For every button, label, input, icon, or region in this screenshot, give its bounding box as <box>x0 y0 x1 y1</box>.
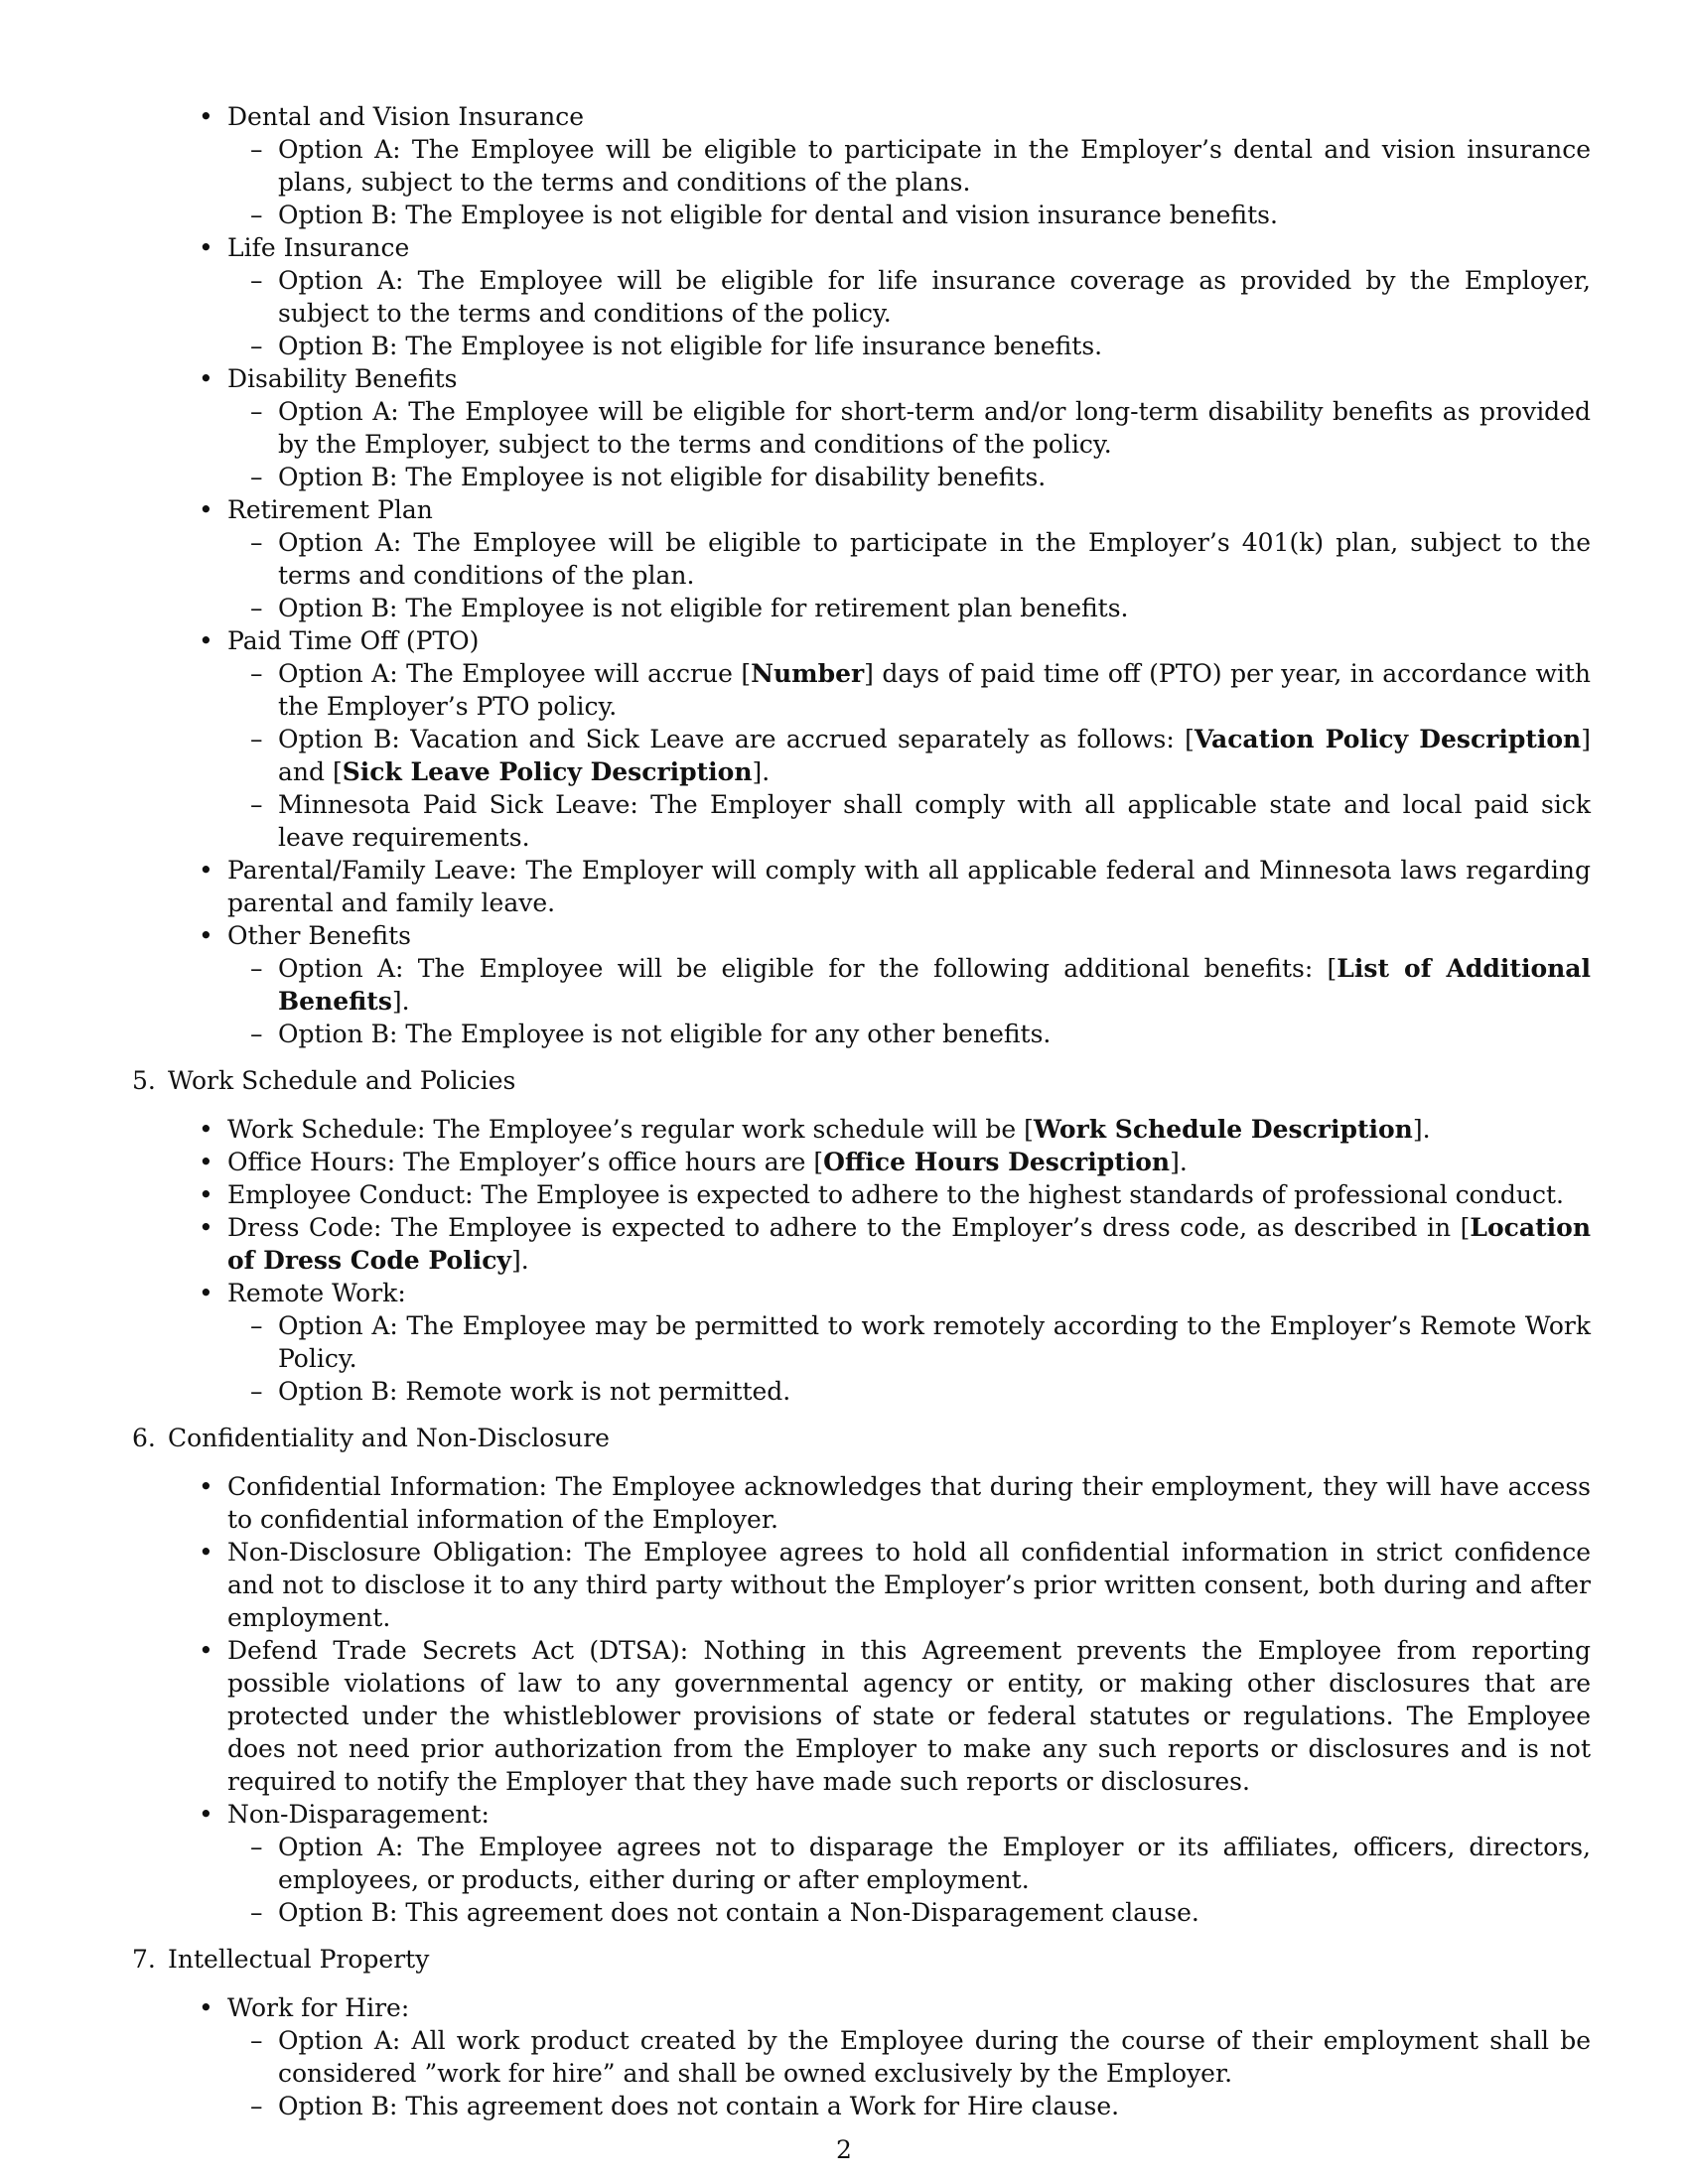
option-item: – Option B: Vacation and Sick Leave are accrued separately as follows: [Vacation Policy Description] and [Sick Leave Policy Description]. <box>227 723 1591 788</box>
list-item <box>127 493 1591 624</box>
benefit-label: Parental/Family Leave: The Employer will comply with all applicable federal and Minnesota laws regarding parental and family leave. <box>227 856 1591 917</box>
section-intellectual-property <box>127 1943 1591 2122</box>
list-item: • Work Schedule: The Employee’s regular work schedule will be [Work Schedule Description]. <box>127 1113 1591 1146</box>
option-list <box>227 657 1591 854</box>
option-list <box>227 133 1591 231</box>
benefit-label: Paid Time Off (PTO) <box>227 626 480 655</box>
list-item <box>127 919 1591 1050</box>
option-list <box>227 2024 1591 2122</box>
benefit-label: Dental and Vision Insurance <box>227 102 584 131</box>
option-list <box>227 1831 1591 1929</box>
option-item: – Option A: The Employee agrees not to disparage the Employer or its affiliates, officers, directors, employees, or products, either during or after employment. <box>227 1831 1591 1896</box>
benefit-label: Retirement Plan <box>227 495 433 524</box>
option-item: – Option B: The Employee is not eligible for any other benefits. <box>227 1018 1591 1050</box>
section-list <box>127 1470 1591 1929</box>
list-item <box>127 362 1591 493</box>
option-item: – Option A: The Employee will be eligible to participate in the Employer’s dental and vision insurance plans, subject to the terms and conditions of the plans. <box>227 133 1591 199</box>
option-item: – Minnesota Paid Sick Leave: The Employer shall comply with all applicable state and local paid sick leave requirements. <box>227 788 1591 854</box>
list-item: • Non-Disclosure Obligation: The Employee agrees to hold all confidential information in strict confidence and not to disclose it to any third party without the Employer’s prior written consent, both during and after employment. <box>127 1536 1591 1634</box>
list-item: • Office Hours: The Employer’s office hours are [Office Hours Description]. <box>127 1146 1591 1178</box>
section-title: Confidentiality and Non-Disclosure <box>168 1424 610 1452</box>
option-item: – Option B: This agreement does not contain a Work for Hire clause. <box>227 2090 1591 2122</box>
section-title: Work Schedule and Policies <box>168 1066 516 1095</box>
option-item: – Option B: The Employee is not eligible for dental and vision insurance benefits. <box>227 199 1591 231</box>
list-item: • Defend Trade Secrets Act (DTSA): Nothing in this Agreement prevents the Employee from reporting possible violations of law to any governmental agency or entity, or making other disclosures that are protected under the whistleblower provisions of state or federal statutes or regulations. The Employee does not need prior authorization from the Employer to make any such reports or disclosures and is not required to notify the Employer that they have made such reports or disclosures. <box>127 1634 1591 1798</box>
placeholder: Number <box>751 659 865 688</box>
section-work-schedule <box>127 1064 1591 1408</box>
list-item: • Remote Work: – Option A: The Employee may be permitted to work remotely according to the Employer’s Remote Work Policy. – Option B: Remote work is not permitted. <box>127 1277 1591 1408</box>
section-number: 6. <box>132 1424 156 1452</box>
placeholder: Location of Dress Code Policy <box>227 1213 1591 1275</box>
benefit-label: Other Benefits <box>227 921 411 950</box>
option-item: – Option A: The Employee will be eligible for short-term and/or long-term disability benefits as provided by the Employer, subject to the terms and conditions of the policy. <box>227 395 1591 461</box>
list-item: • Employee Conduct: The Employee is expected to adhere to the highest standards of professional conduct. <box>127 1178 1591 1211</box>
section-number: 5. <box>132 1066 156 1095</box>
option-item: – Option B: The Employee is not eligible for retirement plan benefits. <box>227 592 1591 624</box>
option-item: – Option A: The Employee will be eligible to participate in the Employer’s 401(k) plan, subject to the terms and conditions of the plan. <box>227 526 1591 592</box>
page-number: 2 <box>836 2135 852 2164</box>
option-item: – Option A: All work product created by the Employee during the course of their employment shall be considered ”work for hire” and shall be owned exclusively by the Employer. <box>227 2024 1591 2090</box>
option-item: – Option A: The Employee may be permitted to work remotely according to the Employer’s Remote Work Policy. <box>227 1309 1591 1375</box>
placeholder: List of Additional Benefits <box>278 954 1591 1016</box>
list-item: • Dress Code: The Employee is expected to adhere to the Employer’s dress code, as described in [Location of Dress Code Policy]. <box>127 1211 1591 1277</box>
option-list <box>227 952 1591 1050</box>
section-confidentiality <box>127 1422 1591 1929</box>
benefit-label: Disability Benefits <box>227 364 458 393</box>
option-item: – Option A: The Employee will be eligible for life insurance coverage as provided by the Employer, subject to the terms and conditions of the policy. <box>227 264 1591 330</box>
option-item: – Option A: The Employee will accrue [Number] days of paid time off (PTO) per year, in accordance with the Employer’s PTO policy. <box>227 657 1591 723</box>
benefit-label: Life Insurance <box>227 233 410 262</box>
option-list <box>227 264 1591 362</box>
list-item: • Work for Hire: – Option A: All work product created by the Employee during the course of their employment shall be considered ”work for hire” and shall be owned exclusively by the Employer. – Option B: This agreement does not contain a Work for Hire clause. <box>127 1991 1591 2122</box>
list-item <box>127 624 1591 854</box>
section-number: 7. <box>132 1945 156 1974</box>
option-item: – Option B: Remote work is not permitted. <box>227 1375 1591 1408</box>
placeholder: Sick Leave Policy Description <box>342 757 753 786</box>
option-list <box>227 395 1591 493</box>
list-item <box>127 100 1591 231</box>
section-list <box>127 1991 1591 2122</box>
benefits-list <box>127 100 1591 1050</box>
section-heading <box>127 1943 1591 1976</box>
section-title: Intellectual Property <box>168 1945 430 1974</box>
option-item: – Option B: This agreement does not contain a Non-Disparagement clause. <box>227 1896 1591 1929</box>
section-heading <box>127 1422 1591 1454</box>
list-item: • Confidential Information: The Employee acknowledges that during their employment, they will have access to confidential information of the Employer. <box>127 1470 1591 1536</box>
option-list <box>227 526 1591 624</box>
option-item: – Option B: The Employee is not eligible for disability benefits. <box>227 461 1591 493</box>
option-item: – Option B: The Employee is not eligible for life insurance benefits. <box>227 330 1591 362</box>
placeholder: Work Schedule Description <box>1033 1115 1413 1144</box>
list-item <box>127 231 1591 362</box>
placeholder: Office Hours Description <box>823 1148 1171 1176</box>
document-body <box>127 100 1591 2122</box>
section-heading <box>127 1064 1591 1097</box>
option-list <box>227 1309 1591 1408</box>
section-list <box>127 1113 1591 1408</box>
option-item: – Option A: The Employee will be eligible for the following additional benefits: [List of Additional Benefits]. <box>227 952 1591 1018</box>
placeholder: Vacation Policy Description <box>1194 725 1582 753</box>
list-item <box>127 854 1591 919</box>
list-item: • Non-Disparagement: – Option A: The Employee agrees not to disparage the Employer or its affiliates, officers, directors, employees, or products, either during or after employment. – Option B: This agreement does not contain a Non-Disparagement clause. <box>127 1798 1591 1929</box>
